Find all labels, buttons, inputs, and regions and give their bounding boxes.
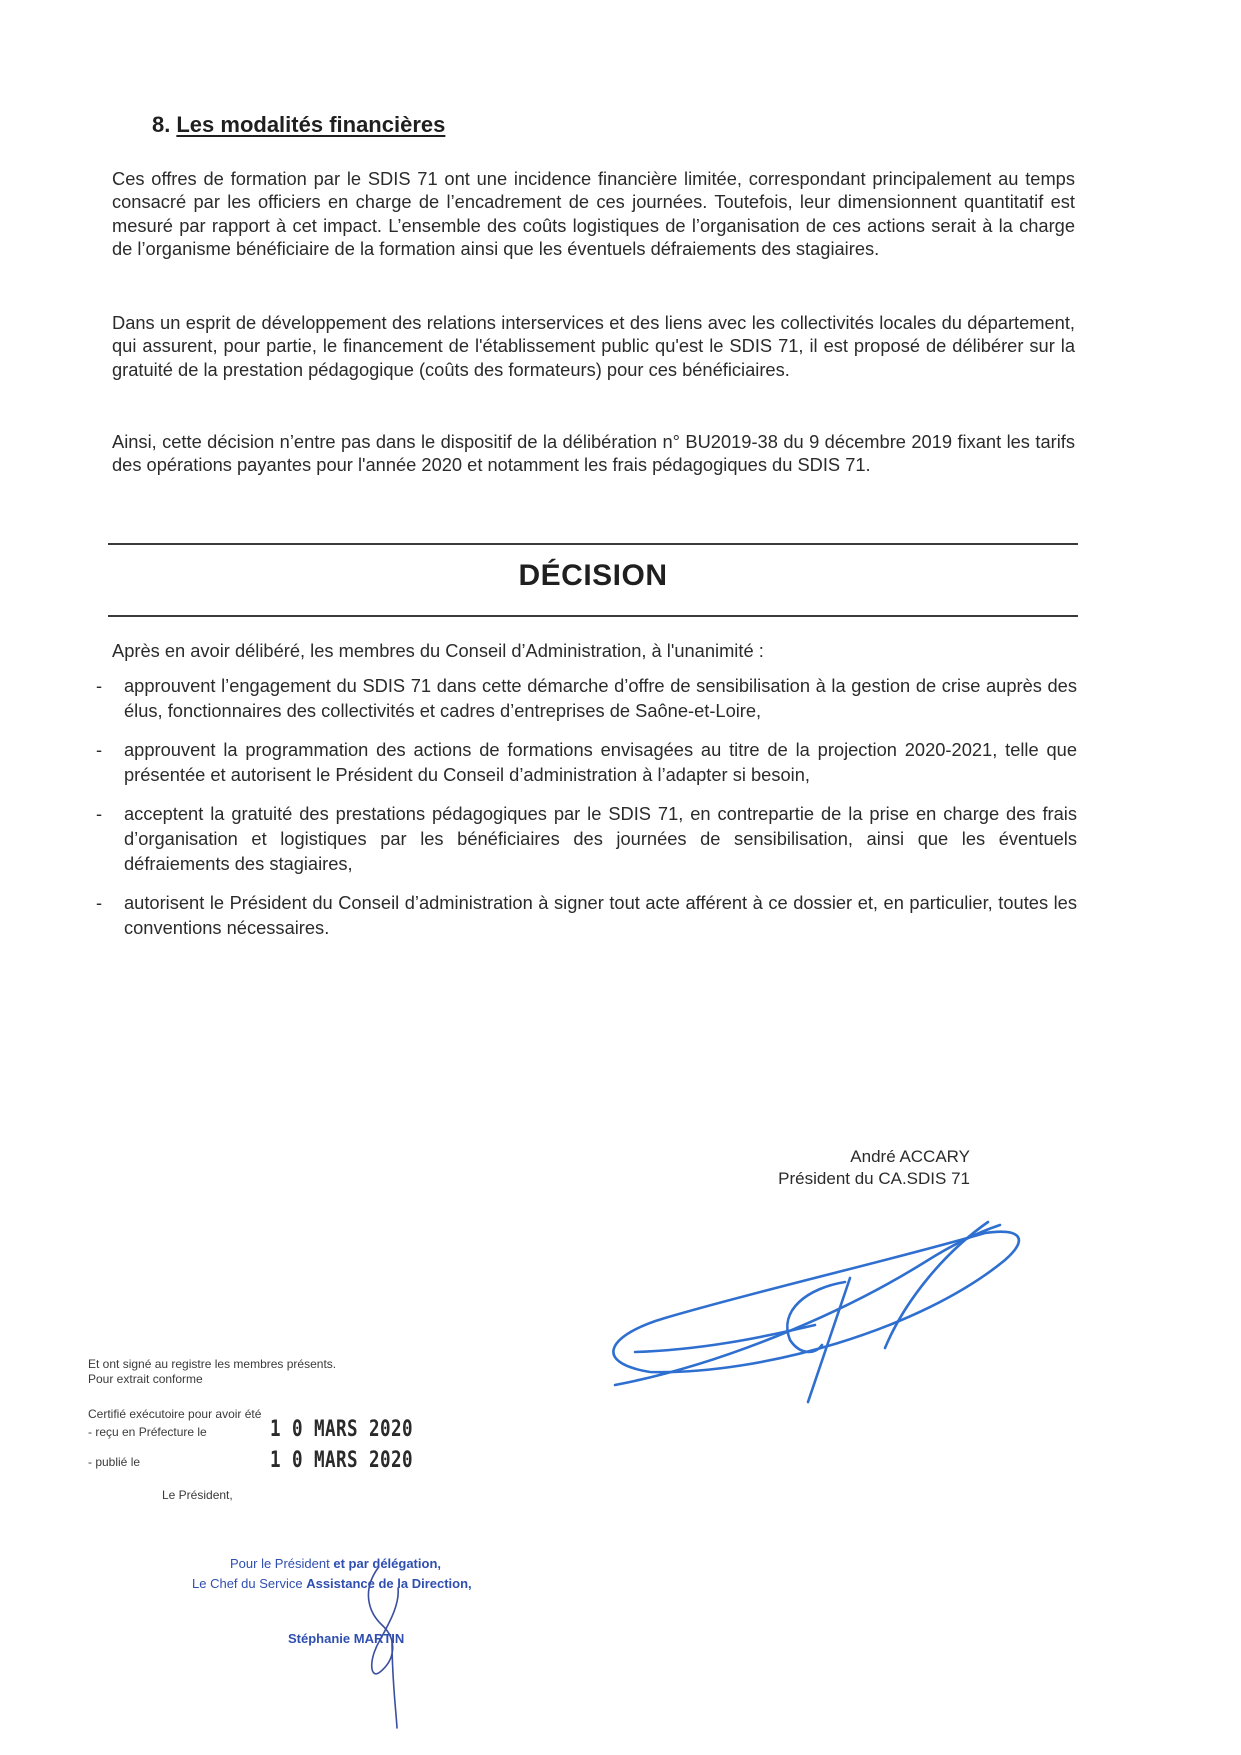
delegation-line2-normal: Le Chef du Service bbox=[192, 1576, 303, 1591]
list-dash: - bbox=[96, 739, 103, 760]
paragraph-interservices: Dans un esprit de développement des relations interservices et des liens avec les collectivités locales du département, qui assurent, pour partie, le financement de l'établissement public qu'est le SDIS 71, il est proposé de délibérer sur la gratuité de la prestation pédagogique (coûts des formateurs) pour ces bénéficiaires. bbox=[112, 312, 1075, 380]
delegate-name: Stéphanie MARTIN bbox=[288, 1631, 405, 1646]
decision-item-text: approuvent la programmation des actions de formations envisagées au titre de la projection 2020-2021, telle que présentée et autorisent le Président du Conseil d’administration à l’adapter si besoin, bbox=[124, 739, 1077, 785]
section-title: Les modalités financières bbox=[176, 112, 446, 137]
paragraph-financial-impact: Ces offres de formation par le SDIS 71 ont une incidence financière limitée, correspondant principalement au temps consacré par les officiers en charge de l’encadrement de ces journées. Toutefois, leur dimensionnent quantitatif est mesuré par rapport à cet impact. L’ensemble des coûts logistiques de l’organisation de ces actions serait à la charge de l’organisme bénéficiaire de la formation ainsi que les éventuels défraiements des stagiaires. bbox=[112, 168, 1075, 259]
signatory-role: Président du CA.SDIS 71 bbox=[778, 1169, 970, 1188]
signatory-name: André ACCARY bbox=[850, 1147, 970, 1166]
decision-item-text: acceptent la gratuité des prestations pédagogiques par le SDIS 71, en contrepartie de la prise en charge des frais d’organisation et logistiques par les bénéficiaires des journées de sensibilisation, ainsi que les éventuels défraiements des stagiaires, bbox=[124, 803, 1077, 874]
recu-prefecture-label: - reçu en Préfecture le bbox=[88, 1425, 207, 1439]
decision-item-text: approuvent l’engagement du SDIS 71 dans cette démarche d’offre de sensibilisation à la gestion de crise auprès des élus, fonctionnaires des collectivités et cadres d’entreprises de Saône-et-Loire, bbox=[124, 675, 1077, 721]
decision-item-text: autorisent le Président du Conseil d’administration à signer tout acte afférent à ce dossier et, en particulier, toutes les conventions nécessaires. bbox=[124, 892, 1077, 938]
decision-intro: Après en avoir délibéré, les membres du Conseil d’Administration, à l'unanimité : bbox=[112, 640, 764, 661]
list-dash: - bbox=[96, 675, 103, 696]
le-president-label: Le Président, bbox=[162, 1488, 233, 1502]
list-dash: - bbox=[96, 803, 103, 824]
registre-line-2: Pour extrait conforme bbox=[88, 1372, 203, 1386]
delegation-line2-bold: Assistance de la Direction, bbox=[306, 1576, 472, 1591]
publie-label: - publié le bbox=[88, 1455, 141, 1469]
recu-prefecture-date: 1 0 MARS 2020 bbox=[270, 1417, 413, 1442]
certifie-executoire: Certifié exécutoire pour avoir été bbox=[88, 1407, 262, 1421]
publie-date: 1 0 MARS 2020 bbox=[270, 1448, 413, 1473]
delegation-line1-bold: et par délégation, bbox=[333, 1556, 441, 1571]
paragraph-deliberation-reference: Ainsi, cette décision n’entre pas dans le dispositif de la délibération n° BU2019-38 du 9 décembre 2019 fixant les tarifs des opérations payantes pour l'année 2020 et notamment les frais pédagogiques du SDIS 71. bbox=[112, 431, 1075, 476]
list-dash: - bbox=[96, 892, 103, 913]
decision-title: DÉCISION bbox=[518, 559, 668, 592]
section-number: 8. bbox=[152, 112, 171, 137]
registre-line-1: Et ont signé au registre les membres présents. bbox=[88, 1357, 337, 1371]
delegation-line1-normal: Pour le Président bbox=[230, 1556, 330, 1571]
